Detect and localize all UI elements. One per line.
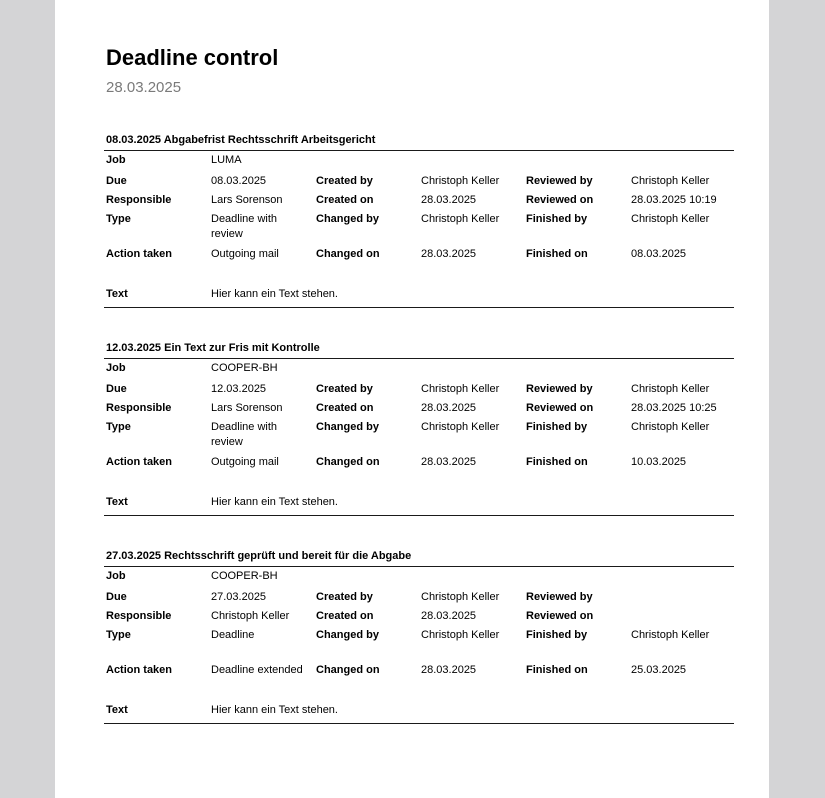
finished-by-value: Christoph Keller	[631, 213, 710, 225]
reviewed-by-label: Reviewed by	[526, 175, 593, 187]
due-label: Due	[106, 383, 127, 395]
type-label: Type	[106, 629, 131, 641]
created-by-label: Created by	[316, 383, 373, 395]
reviewed-by-value: Christoph Keller	[631, 383, 710, 395]
reviewed-on-label: Reviewed on	[526, 610, 594, 622]
created-on-label: Created on	[316, 610, 374, 622]
finished-on-value: 25.03.2025	[631, 664, 687, 676]
reviewed-on-label: Reviewed on	[526, 194, 594, 206]
type-value: Deadline	[211, 629, 255, 641]
finished-on-value: 08.03.2025	[631, 248, 687, 260]
deadline-entry-header: 08.03.2025 Abgabefrist Rechtsschrift Arbeitsgericht	[106, 134, 376, 146]
text-label: Text	[106, 496, 128, 508]
reviewed-on-label: Reviewed on	[526, 402, 594, 414]
action-taken-value: Outgoing mail	[211, 248, 279, 260]
reviewed-on-value: 28.03.2025 10:25	[631, 402, 717, 414]
changed-on-label: Changed on	[316, 248, 380, 260]
action-taken-label: Action taken	[106, 248, 173, 260]
job-label: Job	[106, 154, 126, 166]
header-divider	[104, 358, 734, 359]
changed-on-label: Changed on	[316, 456, 380, 468]
action-taken-label: Action taken	[106, 664, 173, 676]
created-by-label: Created by	[316, 591, 373, 603]
responsible-label: Responsible	[106, 402, 172, 414]
due-label: Due	[106, 175, 127, 187]
changed-by-value: Christoph Keller	[421, 213, 500, 225]
header-divider	[104, 566, 734, 567]
responsible-value: Lars Sorenson	[211, 194, 283, 206]
due-value: 27.03.2025	[211, 591, 267, 603]
document-title: Deadline control	[106, 45, 279, 70]
changed-by-value: Christoph Keller	[421, 629, 500, 641]
job-value: LUMA	[211, 154, 242, 166]
finished-by-label: Finished by	[526, 421, 588, 433]
reviewed-on-value: 28.03.2025 10:19	[631, 194, 717, 206]
job-label: Job	[106, 362, 126, 374]
responsible-label: Responsible	[106, 194, 172, 206]
deadline-entry-header: 12.03.2025 Ein Text zur Fris mit Kontrolle	[106, 342, 320, 354]
action-taken-value: Deadline extended	[211, 664, 303, 676]
finished-by-value: Christoph Keller	[631, 629, 710, 641]
deadline-entry	[104, 549, 734, 725]
text-value: Hier kann ein Text stehen.	[211, 496, 338, 508]
created-on-label: Created on	[316, 194, 374, 206]
responsible-value: Christoph Keller	[211, 610, 290, 622]
text-label: Text	[106, 288, 128, 300]
created-on-value: 28.03.2025	[421, 610, 477, 622]
entry-divider	[104, 723, 734, 724]
changed-by-label: Changed by	[316, 213, 379, 225]
changed-by-value: Christoph Keller	[421, 421, 500, 433]
action-taken-label: Action taken	[106, 456, 173, 468]
document-page	[55, 0, 769, 798]
responsible-label: Responsible	[106, 610, 172, 622]
reviewed-by-label: Reviewed by	[526, 383, 593, 395]
due-label: Due	[106, 591, 127, 603]
due-value: 08.03.2025	[211, 175, 267, 187]
changed-on-value: 28.03.2025	[421, 248, 477, 260]
changed-on-label: Changed on	[316, 664, 380, 676]
changed-by-label: Changed by	[316, 629, 379, 641]
type-label: Type	[106, 213, 131, 225]
finished-on-value: 10.03.2025	[631, 456, 687, 468]
created-on-value: 28.03.2025	[421, 402, 477, 414]
job-label: Job	[106, 570, 126, 582]
type-label: Type	[106, 421, 131, 433]
finished-by-label: Finished by	[526, 213, 588, 225]
type-value: Deadline with review	[211, 421, 278, 448]
deadline-entry	[104, 133, 734, 309]
finished-on-label: Finished on	[526, 456, 588, 468]
entry-divider	[104, 307, 734, 308]
changed-on-value: 28.03.2025	[421, 664, 477, 676]
created-by-value: Christoph Keller	[421, 383, 500, 395]
created-by-value: Christoph Keller	[421, 591, 500, 603]
entry-divider	[104, 515, 734, 516]
type-value: Deadline with review	[211, 213, 278, 240]
responsible-value: Lars Sorenson	[211, 402, 283, 414]
job-value: COOPER-BH	[211, 362, 278, 374]
finished-by-value: Christoph Keller	[631, 421, 710, 433]
job-value: COOPER-BH	[211, 570, 278, 582]
reviewed-by-label: Reviewed by	[526, 591, 593, 603]
changed-by-label: Changed by	[316, 421, 379, 433]
finished-on-label: Finished on	[526, 248, 588, 260]
reviewed-by-value: Christoph Keller	[631, 175, 710, 187]
created-by-value: Christoph Keller	[421, 175, 500, 187]
finished-on-label: Finished on	[526, 664, 588, 676]
created-on-label: Created on	[316, 402, 374, 414]
header-divider	[104, 150, 734, 151]
changed-on-value: 28.03.2025	[421, 456, 477, 468]
text-label: Text	[106, 704, 128, 716]
text-value: Hier kann ein Text stehen.	[211, 704, 338, 716]
text-value: Hier kann ein Text stehen.	[211, 288, 338, 300]
action-taken-value: Outgoing mail	[211, 456, 279, 468]
document-date: 28.03.2025	[106, 79, 182, 96]
deadline-entry-header: 27.03.2025 Rechtsschrift geprüft und bereit für die Abgabe	[106, 550, 412, 562]
due-value: 12.03.2025	[211, 383, 267, 395]
deadline-entry	[104, 341, 734, 517]
created-by-label: Created by	[316, 175, 373, 187]
finished-by-label: Finished by	[526, 629, 588, 641]
created-on-value: 28.03.2025	[421, 194, 477, 206]
